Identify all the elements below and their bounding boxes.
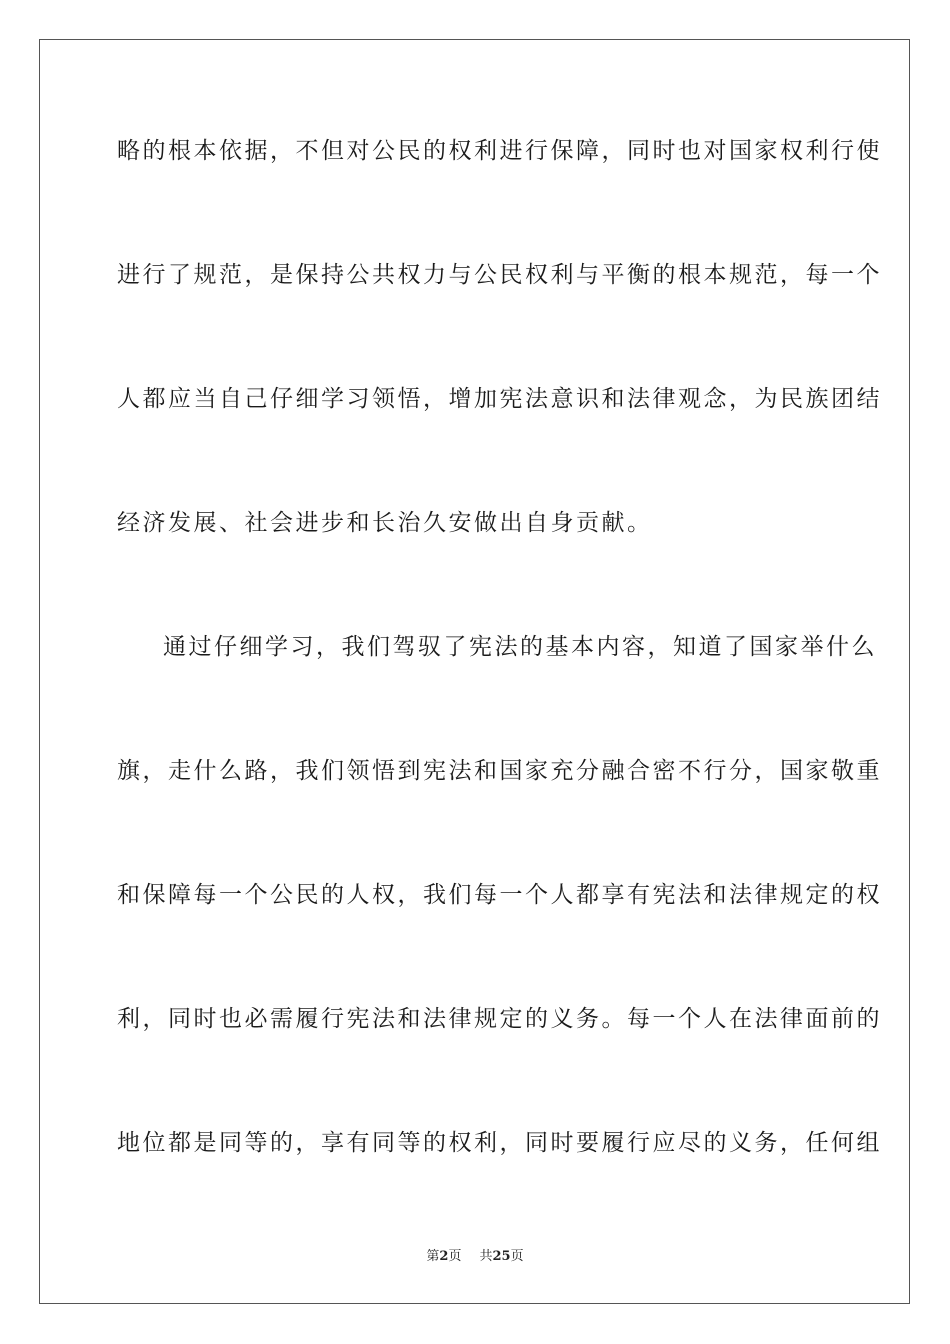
- page-footer: [0, 1248, 950, 1266]
- page-border: [39, 39, 910, 1304]
- total-label-suffix: 页: [510, 1249, 524, 1264]
- total-page-count: 25: [492, 1249, 511, 1264]
- text-line: 地位都是同等的，享有同等的权利，同时要履行应尽的义务，任何组: [117, 1130, 882, 1156]
- total-label-prefix: 共: [479, 1249, 493, 1264]
- current-page-number: 2: [439, 1249, 449, 1264]
- text-line: 和保障每一个公民的人权，我们每一个人都享有宪法和法律规定的权: [117, 882, 882, 908]
- paragraph-first-line: 通过仔细学习，我们驾驭了宪法的基本内容，知道了国家举什么: [163, 634, 877, 660]
- text-line: 旗，走什么路，我们领悟到宪法和国家充分融合密不行分，国家敬重: [117, 758, 882, 784]
- page-label-suffix: 页: [448, 1249, 462, 1264]
- text-line: 进行了规范，是保持公共权力与公民权利与平衡的根本规范，每一个: [117, 262, 882, 288]
- page-label-prefix: 第: [426, 1249, 440, 1264]
- paragraph-end-line: 经济发展、社会进步和长治久安做出自身贡献。: [117, 510, 653, 536]
- text-line: 人都应当自己仔细学习领悟，增加宪法意识和法律观念，为民族团结: [117, 386, 882, 412]
- text-line: 略的根本依据，不但对公民的权利进行保障，同时也对国家权利行使: [117, 138, 882, 164]
- text-line: 利，同时也必需履行宪法和法律规定的义务。每一个人在法律面前的: [117, 1006, 882, 1032]
